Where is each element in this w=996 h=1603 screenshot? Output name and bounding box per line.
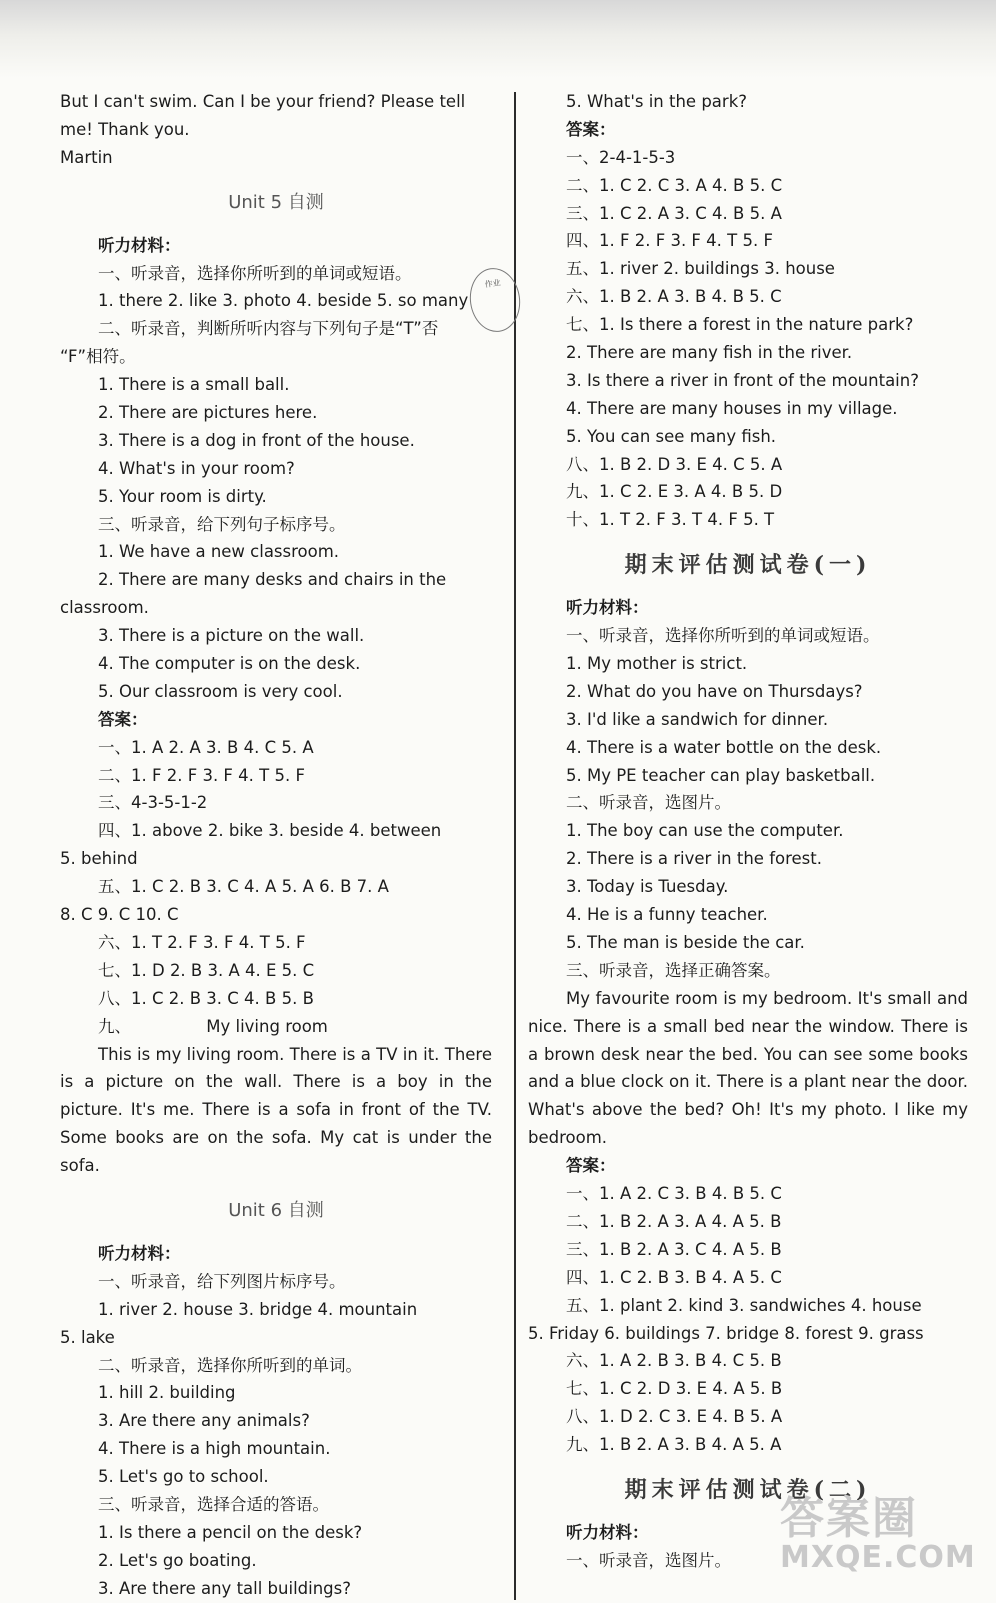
list-item: 5. Your room is dirty. [98,486,267,506]
section-title-cont: “F”相符。 [60,347,136,367]
list-item: 5. The man is beside the car. [566,932,805,952]
answer-line: 一、2-4-1-5-3 [566,147,676,167]
unit5-title: Unit 5 自测 [228,191,324,213]
list-item: 1. There is a small ball. [98,375,290,395]
watermark-line: MXQE.COM [780,1540,976,1575]
answer-line: 七、1. C 2. D 3. E 4. A 5. B [566,1379,783,1399]
list-item: 4. What's in your room? [98,458,295,478]
list-item: 1. My mother is strict. [566,654,748,674]
unit6-title: Unit 6 自测 [228,1200,324,1222]
final-exam-2-title: 期末评估测试卷(二) [624,1476,872,1503]
scan-top-shadow [0,0,996,78]
answer-line: 一、1. A 2. C 3. B 4. B 5. C [566,1184,782,1204]
section-items: 1. there 2. like 3. photo 4. beside 5. so many [98,291,469,311]
answer-line: 二、1. F 2. F 3. F 4. T 5. F [98,765,305,785]
section-title: 一、听录音，给下列图片标序号。 [98,1271,346,1291]
left-column [60,88,492,1603]
list-item: 4. He is a funny teacher. [566,905,768,925]
list-item: 3. There is a dog in front of the house. [98,430,415,450]
section-title: 一、听录音，选择你所听到的单词或短语。 [98,263,412,283]
answer-line: 5. You can see many fish. [566,426,777,446]
listening-label: 听力材料： [98,1244,181,1264]
intro-line: me! Thank you. [60,119,190,139]
answers-label: 答案： [566,1156,616,1176]
watermark-line: 答案圈 [780,1493,918,1544]
section-title: 三、听录音，选择合适的答语。 [98,1495,329,1515]
list-item: 1. hill 2. building [98,1383,236,1403]
final-exam-1-title: 期末评估测试卷(一) [624,552,872,579]
list-item: 5. What's in the park? [566,92,748,111]
list-item: 2. There are pictures here. [98,403,318,423]
answer-line: 四、1. above 2. bike 3. beside 4. between [98,821,442,841]
section-title: 二、听录音，选图片。 [566,793,731,813]
answer-line: 二、1. C 2. C 3. A 4. B 5. C [566,175,783,195]
section-title: 三、听录音，给下列句子标序号。 [98,514,346,534]
right-column [528,88,968,1575]
answer-line: 八、1. C 2. B 3. C 4. B 5. B [98,988,314,1008]
answer-line: 五、1. river 2. buildings 3. house [566,259,835,279]
answer-line-cont: 5. behind [60,849,138,869]
answer-line: 二、1. B 2. A 3. A 4. A 5. B [566,1211,782,1231]
list-item: 2. There is a river in the forest. [566,849,822,869]
watermark [780,1482,990,1592]
answer-line: 四、1. C 2. B 3. B 4. A 5. C [566,1267,782,1287]
answer-line: 十、1. T 2. F 3. T 4. F 5. T [566,510,775,530]
answer-line-cont: 8. C 9. C 10. C [60,905,179,925]
answer-line: 三、1. B 2. A 3. C 4. A 5. B [566,1239,782,1259]
section-title: 二、听录音，选择你所听到的单词。 [98,1355,362,1375]
answer-line: 九、1. C 2. E 3. A 4. B 5. D [566,482,783,502]
answer-line: 3. Is there a river in front of the mountain? [566,370,919,390]
essay-number: 九、 [98,1016,131,1036]
answer-line: 4. There are many houses in my village. [566,398,898,418]
answer-line: 八、1. B 2. D 3. E 4. C 5. A [566,454,783,474]
list-item: 4. There is a high mountain. [98,1439,331,1459]
answer-line: 六、1. B 2. A 3. B 4. B 5. C [566,287,782,307]
list-item: 2. There are many desks and chairs in the [98,570,447,590]
section-items-cont: 5. lake [60,1327,115,1347]
essay-body: This is my living room. There is a TV in it. There is a picture on the wall. There is a boy in the picture. It's me. There is a sofa in front of the TV. Some books are on the sofa. My cat is under the sofa. [60,1044,492,1176]
list-item: 3. Are there any tall buildings? [98,1578,352,1598]
answers-label: 答案： [98,709,148,729]
passage-text: My favourite room is my bedroom. It's small and nice. There is a small bed near the window. There is a brown desk near the bed. You can see some books and a blue clock on it. There is a plant near the door. What's above the bed? Oh! It's my photo. I like my bedroom. [528,988,968,1148]
answer-line: 六、1. T 2. F 3. F 4. T 5. F [98,932,306,952]
answer-line: 三、4-3-5-1-2 [98,793,208,813]
list-item: 4. There is a water bottle on the desk. [566,737,882,757]
section-title: 一、听录音，选图片。 [566,1550,731,1570]
intro-line: But I can't swim. Can I be your friend? Please tell [60,92,466,111]
section-title: 一、听录音，选择你所听到的单词或短语。 [566,626,880,646]
essay-title: My living room [206,1016,328,1036]
intro-signature: Martin [60,147,113,167]
list-item: 1. We have a new classroom. [98,542,340,562]
list-item: 4. The computer is on the desk. [98,654,361,674]
list-item: 5. My PE teacher can play basketball. [566,765,876,785]
answer-line-cont: 5. Friday 6. buildings 7. bridge 8. forest 9. grass [528,1323,924,1343]
answer-line: 2. There are many fish in the river. [566,343,853,363]
answers-label: 答案： [566,119,616,139]
section-title: 二、听录音，判断所听内容与下列句子是“T”否 [98,319,439,339]
listening-label: 听力材料： [566,1522,649,1542]
list-item: 2. What do you have on Thursdays? [566,681,863,701]
list-item: 3. Are there any animals? [98,1411,310,1431]
list-item: 1. The boy can use the computer. [566,821,844,841]
list-item: 3. I'd like a sandwich for dinner. [566,709,829,729]
answer-line: 七、1. D 2. B 3. A 4. E 5. C [98,960,315,980]
answer-line: 四、1. F 2. F 3. F 4. T 5. F [566,231,773,251]
essay-heading [60,1013,492,1041]
stamp-text: 作业 [484,278,502,290]
answer-line: 五、1. plant 2. kind 3. sandwiches 4. house [566,1295,922,1315]
answer-line: 六、1. A 2. B 3. B 4. C 5. B [566,1351,782,1371]
list-item: 2. Let's go boating. [98,1550,257,1570]
list-item-cont: classroom. [60,598,149,618]
list-item: 1. Is there a pencil on the desk? [98,1522,363,1542]
listening-label: 听力材料： [98,235,181,255]
list-item: 3. There is a picture on the wall. [98,626,365,646]
list-item: 5. Our classroom is very cool. [98,681,343,701]
list-item: 5. Let's go to school. [98,1467,269,1487]
list-item: 3. Today is Tuesday. [566,877,729,897]
answer-line: 一、1. A 2. A 3. B 4. C 5. A [98,737,314,757]
answer-line: 九、1. B 2. A 3. B 4. A 5. A [566,1435,782,1455]
answer-line: 三、1. C 2. A 3. C 4. B 5. A [566,203,782,223]
listening-label: 听力材料： [566,598,649,618]
answer-line: 五、1. C 2. B 3. C 4. A 5. A 6. B 7. A [98,877,389,897]
section-items: 1. river 2. house 3. bridge 4. mountain [98,1299,418,1319]
answer-line: 七、1. Is there a forest in the nature park? [566,315,914,335]
section-title: 三、听录音，选择正确答案。 [566,960,781,980]
answer-line: 八、1. D 2. C 3. E 4. B 5. A [566,1407,783,1427]
